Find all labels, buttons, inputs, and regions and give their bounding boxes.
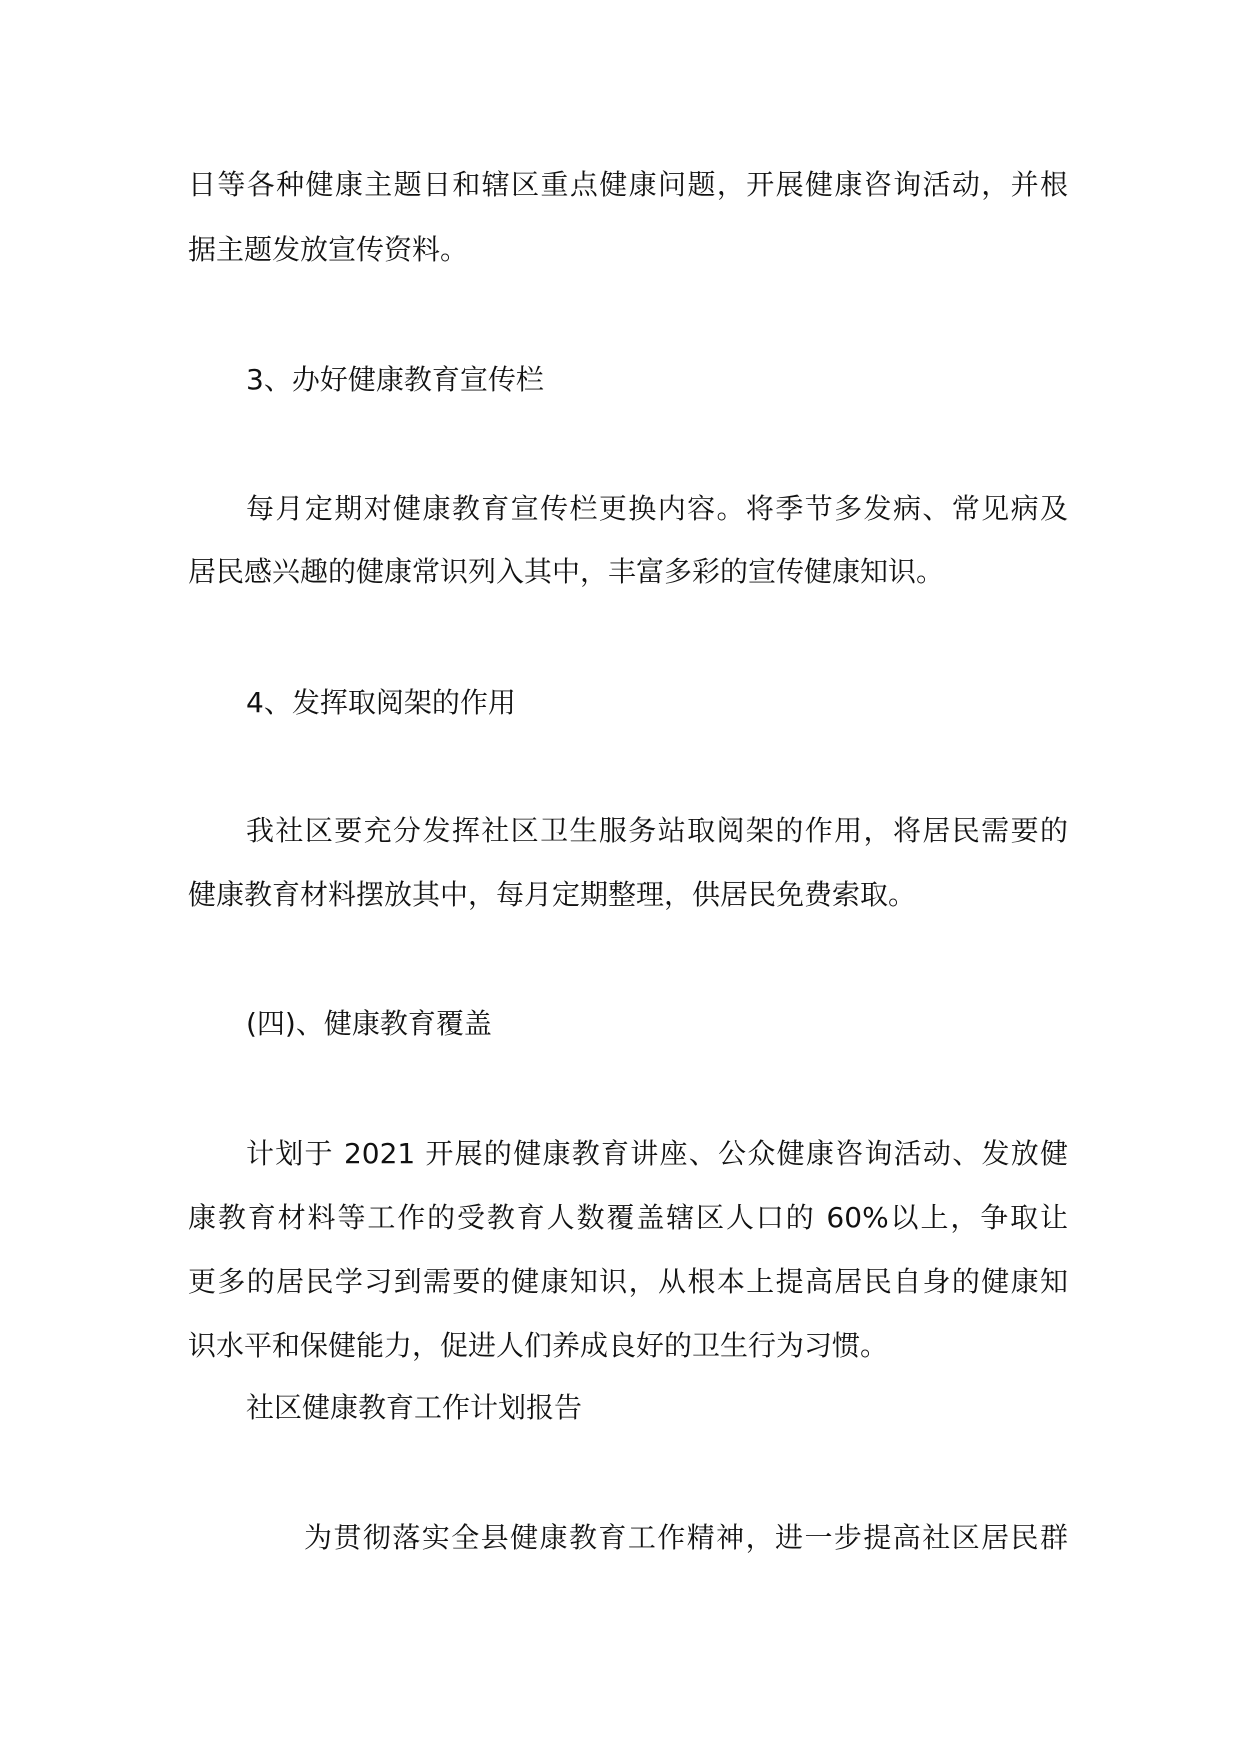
body-text-line: 据主题发放宣传资料。 xyxy=(188,233,469,266)
body-text-line: 健康教育材料摆放其中，每月定期整理，供居民免费索取。 xyxy=(188,878,917,911)
body-text-line: 为贯彻落实全县健康教育工作精神，进一步提高社区居民群 xyxy=(304,1521,1068,1554)
report-title: 社区健康教育工作计划报告 xyxy=(246,1391,583,1424)
body-text-line: 更多的居民学习到需要的健康知识，从根本上提高居民自身的健康知 xyxy=(188,1265,1068,1298)
body-text-line: 计划于 2021 开展的健康教育讲座、公众健康咨询活动、发放健 xyxy=(246,1137,1068,1170)
body-text-line: 康教育材料等工作的受教育人数覆盖辖区人口的 60%以上，争取让 xyxy=(188,1201,1068,1234)
section-heading: 3、办好健康教育宣传栏 xyxy=(246,363,544,396)
body-text-line: 识水平和保健能力，促进人们养成良好的卫生行为习惯。 xyxy=(188,1329,889,1362)
section-heading: (四)、健康教育覆盖 xyxy=(246,1007,492,1040)
body-text-line: 居民感兴趣的健康常识列入其中，丰富多彩的宣传健康知识。 xyxy=(188,555,945,588)
body-text-line: 我社区要充分发挥社区卫生服务站取阅架的作用，将居民需要的 xyxy=(246,814,1068,847)
section-heading: 4、发挥取阅架的作用 xyxy=(246,686,516,719)
body-text-line: 日等各种健康主题日和辖区重点健康问题，开展健康咨询活动，并根 xyxy=(188,168,1068,201)
body-text-line: 每月定期对健康教育宣传栏更换内容。将季节多发病、常见病及 xyxy=(246,492,1068,525)
